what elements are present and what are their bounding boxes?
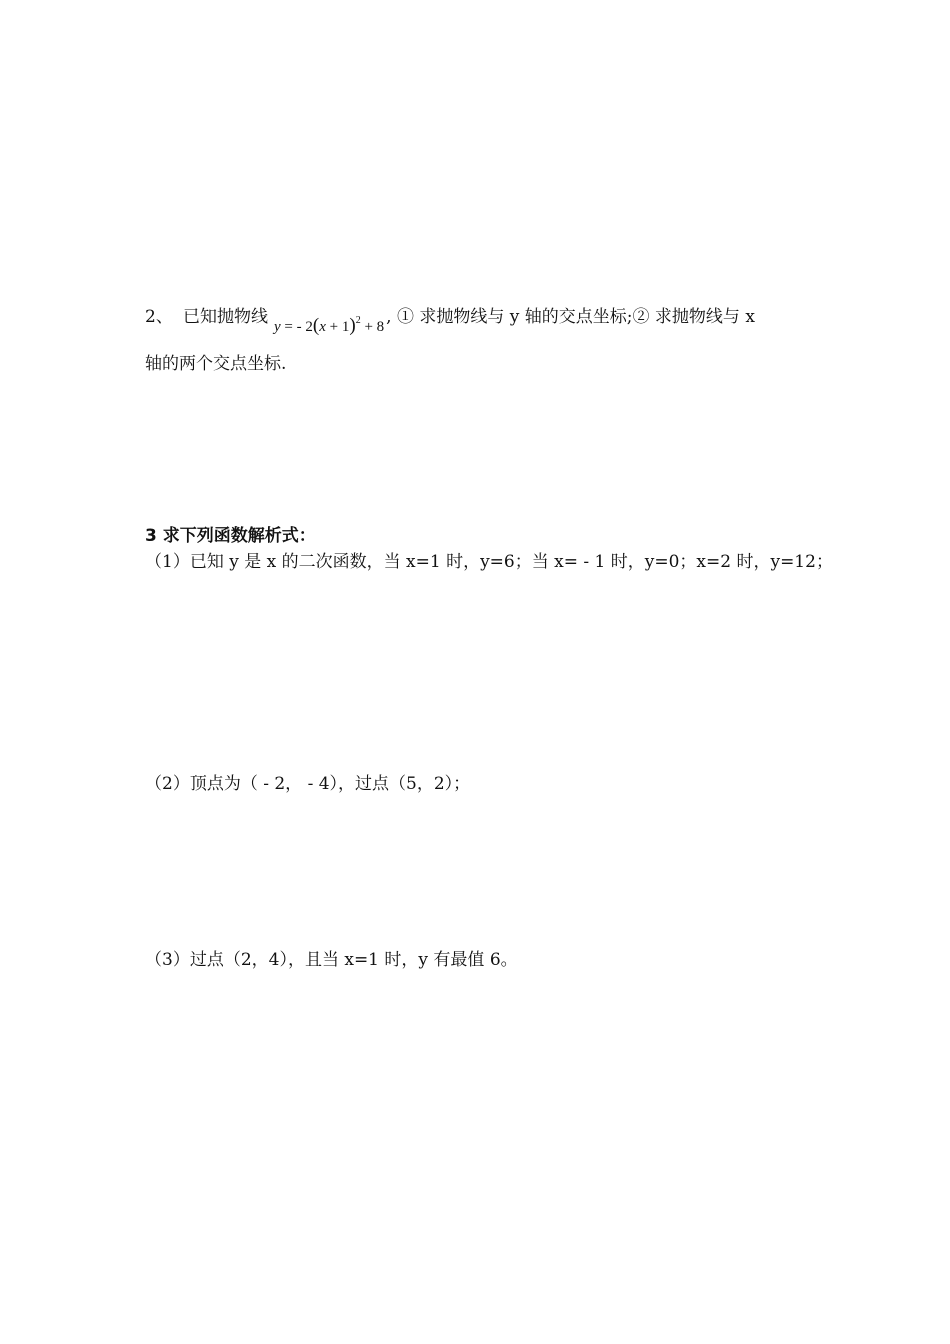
formula-tail: + 8: [360, 319, 385, 335]
question-2-part-1: , ① 求抛物线与 y 轴的交点坐标;② 求抛物线与 x: [386, 307, 755, 327]
formula-lhs: y: [274, 319, 281, 335]
question-2-intro: 已知抛物线: [183, 307, 268, 327]
formula-close-paren: ): [349, 315, 356, 336]
question-2-line-2: 轴的两个交点坐标.: [145, 354, 287, 374]
formula-var: x: [319, 319, 326, 335]
formula-open-paren: (: [312, 315, 320, 336]
question-3-sub-1: （1）已知 y 是 x 的二次函数，当 x=1 时，y=6；当 x= - 1 时，y=0；x=2 时，y=12；: [145, 552, 833, 572]
formula-eq: = - 2: [280, 319, 313, 335]
formula-exponent: 2: [355, 315, 361, 326]
question-2-number: 2、: [145, 307, 173, 327]
question-3-title: 3 求下列函数解析式：: [145, 526, 316, 546]
question-3-sub-3: （3）过点（2，4），且当 x=1 时，y 有最值 6。: [145, 950, 518, 970]
parabola-formula: [274, 309, 384, 339]
question-2-line-1: [145, 300, 755, 336]
formula-inner: + 1: [325, 319, 350, 335]
question-3-sub-2: （2）顶点为（ - 2， - 4），过点（5，2）；: [145, 774, 471, 794]
